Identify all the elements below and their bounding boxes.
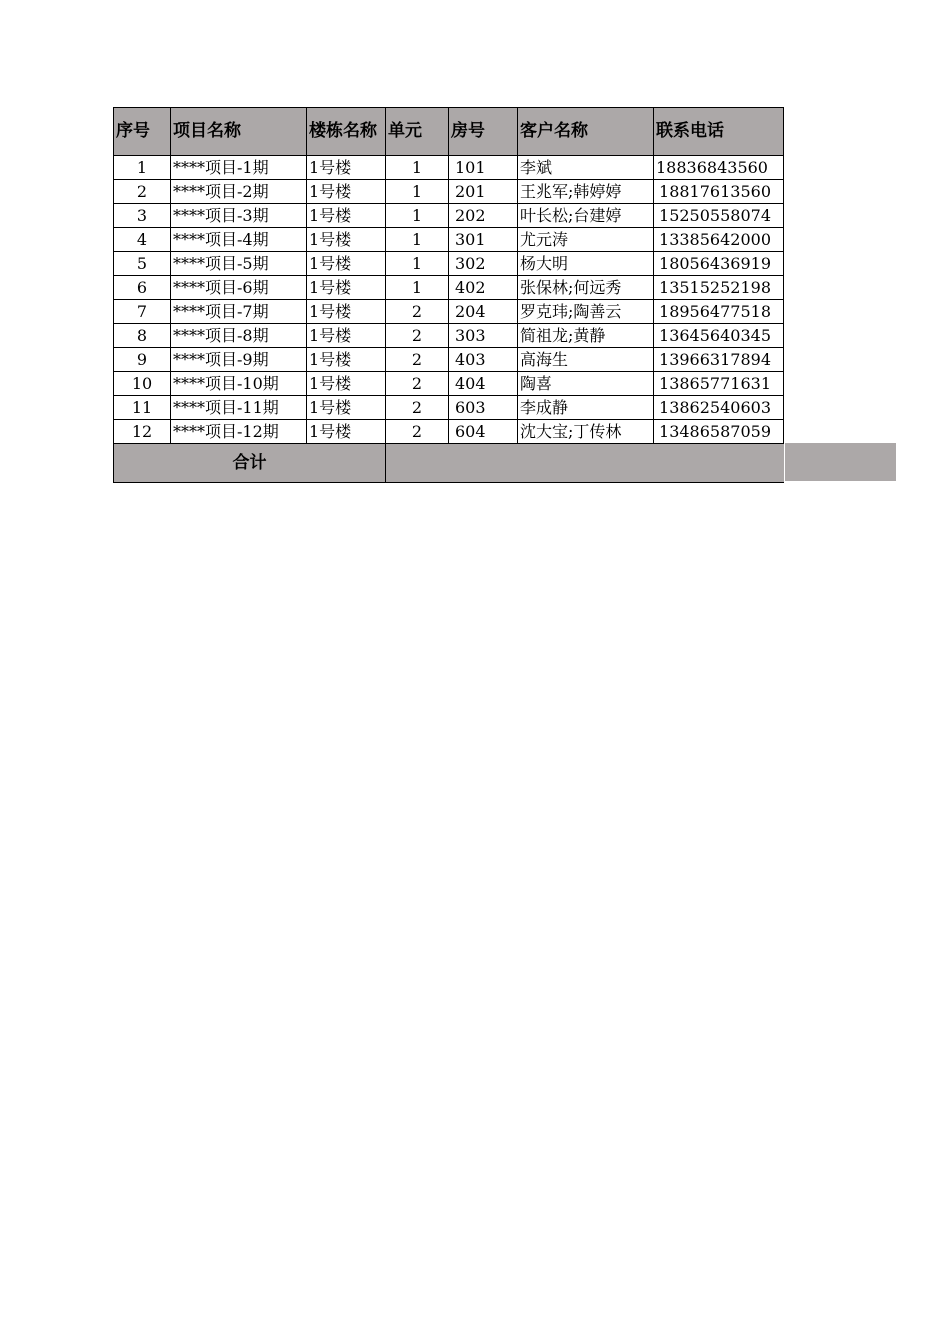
cell-room-number: 403 bbox=[449, 348, 518, 372]
cell-customer-name: 李成静 bbox=[518, 396, 654, 420]
cell-project-name: ****项目-4期 bbox=[171, 228, 307, 252]
cell-building-name: 1号楼 bbox=[307, 204, 386, 228]
cell-unit: 2 bbox=[386, 324, 449, 348]
table-row bbox=[114, 228, 784, 252]
cell-unit: 1 bbox=[386, 276, 449, 300]
total-row bbox=[114, 444, 784, 483]
table-row bbox=[114, 276, 784, 300]
cell-unit: 1 bbox=[386, 204, 449, 228]
cell-customer-name: 简祖龙;黄静 bbox=[518, 324, 654, 348]
cell-building-name: 1号楼 bbox=[307, 420, 386, 444]
header-project-name: 项目名称 bbox=[171, 108, 307, 156]
cell-index: 7 bbox=[114, 300, 171, 324]
table-row bbox=[114, 396, 784, 420]
cell-customer-name: 陶喜 bbox=[518, 372, 654, 396]
cell-room-number: 302 bbox=[449, 252, 518, 276]
cell-customer-name: 高海生 bbox=[518, 348, 654, 372]
cell-phone: 18836843560 bbox=[654, 156, 784, 180]
cell-index: 5 bbox=[114, 252, 171, 276]
cell-room-number: 404 bbox=[449, 372, 518, 396]
header-building-name: 楼栋名称 bbox=[307, 108, 386, 156]
cell-building-name: 1号楼 bbox=[307, 396, 386, 420]
cell-project-name: ****项目-11期 bbox=[171, 396, 307, 420]
table-row bbox=[114, 180, 784, 204]
cell-room-number: 204 bbox=[449, 300, 518, 324]
cell-project-name: ****项目-5期 bbox=[171, 252, 307, 276]
cell-index: 8 bbox=[114, 324, 171, 348]
customer-table bbox=[113, 107, 784, 483]
header-unit: 单元 bbox=[386, 108, 449, 156]
cell-phone: 13486587059 bbox=[654, 420, 784, 444]
cell-customer-name: 沈大宝;丁传林 bbox=[518, 420, 654, 444]
cell-index: 6 bbox=[114, 276, 171, 300]
table-row bbox=[114, 324, 784, 348]
cell-project-name: ****项目-6期 bbox=[171, 276, 307, 300]
cell-unit: 1 bbox=[386, 156, 449, 180]
cell-room-number: 604 bbox=[449, 420, 518, 444]
header-index: 序号 bbox=[114, 108, 171, 156]
cell-building-name: 1号楼 bbox=[307, 180, 386, 204]
cell-customer-name: 罗克玮;陶善云 bbox=[518, 300, 654, 324]
cell-project-name: ****项目-2期 bbox=[171, 180, 307, 204]
total-value-cell bbox=[386, 444, 784, 483]
cell-room-number: 402 bbox=[449, 276, 518, 300]
total-label: 合计 bbox=[114, 444, 386, 483]
cell-unit: 2 bbox=[386, 300, 449, 324]
cell-unit: 1 bbox=[386, 180, 449, 204]
cell-customer-name: 张保林;何远秀 bbox=[518, 276, 654, 300]
cell-customer-name: 尤元涛 bbox=[518, 228, 654, 252]
header-phone: 联系电话 bbox=[654, 108, 784, 156]
cell-index: 3 bbox=[114, 204, 171, 228]
cell-project-name: ****项目-1期 bbox=[171, 156, 307, 180]
cell-building-name: 1号楼 bbox=[307, 348, 386, 372]
cell-unit: 2 bbox=[386, 372, 449, 396]
cell-building-name: 1号楼 bbox=[307, 156, 386, 180]
cell-phone: 13862540603 bbox=[654, 396, 784, 420]
cell-phone: 13645640345 bbox=[654, 324, 784, 348]
cell-unit: 1 bbox=[386, 252, 449, 276]
cell-index: 10 bbox=[114, 372, 171, 396]
table-row bbox=[114, 252, 784, 276]
table-row bbox=[114, 420, 784, 444]
cell-phone: 18956477518 bbox=[654, 300, 784, 324]
cell-building-name: 1号楼 bbox=[307, 228, 386, 252]
cell-phone: 13865771631 bbox=[654, 372, 784, 396]
cell-project-name: ****项目-9期 bbox=[171, 348, 307, 372]
cell-index: 1 bbox=[114, 156, 171, 180]
cell-customer-name: 王兆军;韩婷婷 bbox=[518, 180, 654, 204]
cell-index: 2 bbox=[114, 180, 171, 204]
header-customer-name: 客户名称 bbox=[518, 108, 654, 156]
cell-phone: 13966317894 bbox=[654, 348, 784, 372]
cell-customer-name: 叶长松;台建婷 bbox=[518, 204, 654, 228]
cell-project-name: ****项目-10期 bbox=[171, 372, 307, 396]
cell-building-name: 1号楼 bbox=[307, 372, 386, 396]
table-row bbox=[114, 372, 784, 396]
cell-phone: 18056436919 bbox=[654, 252, 784, 276]
cell-index: 12 bbox=[114, 420, 171, 444]
header-room-number: 房号 bbox=[449, 108, 518, 156]
cell-phone: 18817613560 bbox=[654, 180, 784, 204]
table-row bbox=[114, 204, 784, 228]
cell-index: 11 bbox=[114, 396, 171, 420]
cell-customer-name: 杨大明 bbox=[518, 252, 654, 276]
cell-project-name: ****项目-8期 bbox=[171, 324, 307, 348]
cell-phone: 15250558074 bbox=[654, 204, 784, 228]
cell-unit: 1 bbox=[386, 228, 449, 252]
cell-unit: 2 bbox=[386, 420, 449, 444]
cell-building-name: 1号楼 bbox=[307, 300, 386, 324]
cell-unit: 2 bbox=[386, 348, 449, 372]
cell-phone: 13515252198 bbox=[654, 276, 784, 300]
header-row bbox=[114, 108, 784, 156]
cell-building-name: 1号楼 bbox=[307, 252, 386, 276]
table-row bbox=[114, 348, 784, 372]
cell-room-number: 101 bbox=[449, 156, 518, 180]
cell-room-number: 303 bbox=[449, 324, 518, 348]
cell-unit: 2 bbox=[386, 396, 449, 420]
cell-room-number: 202 bbox=[449, 204, 518, 228]
cell-room-number: 301 bbox=[449, 228, 518, 252]
cell-project-name: ****项目-7期 bbox=[171, 300, 307, 324]
cell-index: 4 bbox=[114, 228, 171, 252]
total-row-fill-extension bbox=[785, 443, 896, 481]
cell-phone: 13385642000 bbox=[654, 228, 784, 252]
cell-room-number: 201 bbox=[449, 180, 518, 204]
table-row bbox=[114, 300, 784, 324]
cell-project-name: ****项目-12期 bbox=[171, 420, 307, 444]
cell-building-name: 1号楼 bbox=[307, 324, 386, 348]
cell-project-name: ****项目-3期 bbox=[171, 204, 307, 228]
cell-customer-name: 李斌 bbox=[518, 156, 654, 180]
cell-room-number: 603 bbox=[449, 396, 518, 420]
cell-building-name: 1号楼 bbox=[307, 276, 386, 300]
cell-index: 9 bbox=[114, 348, 171, 372]
table-row bbox=[114, 156, 784, 180]
